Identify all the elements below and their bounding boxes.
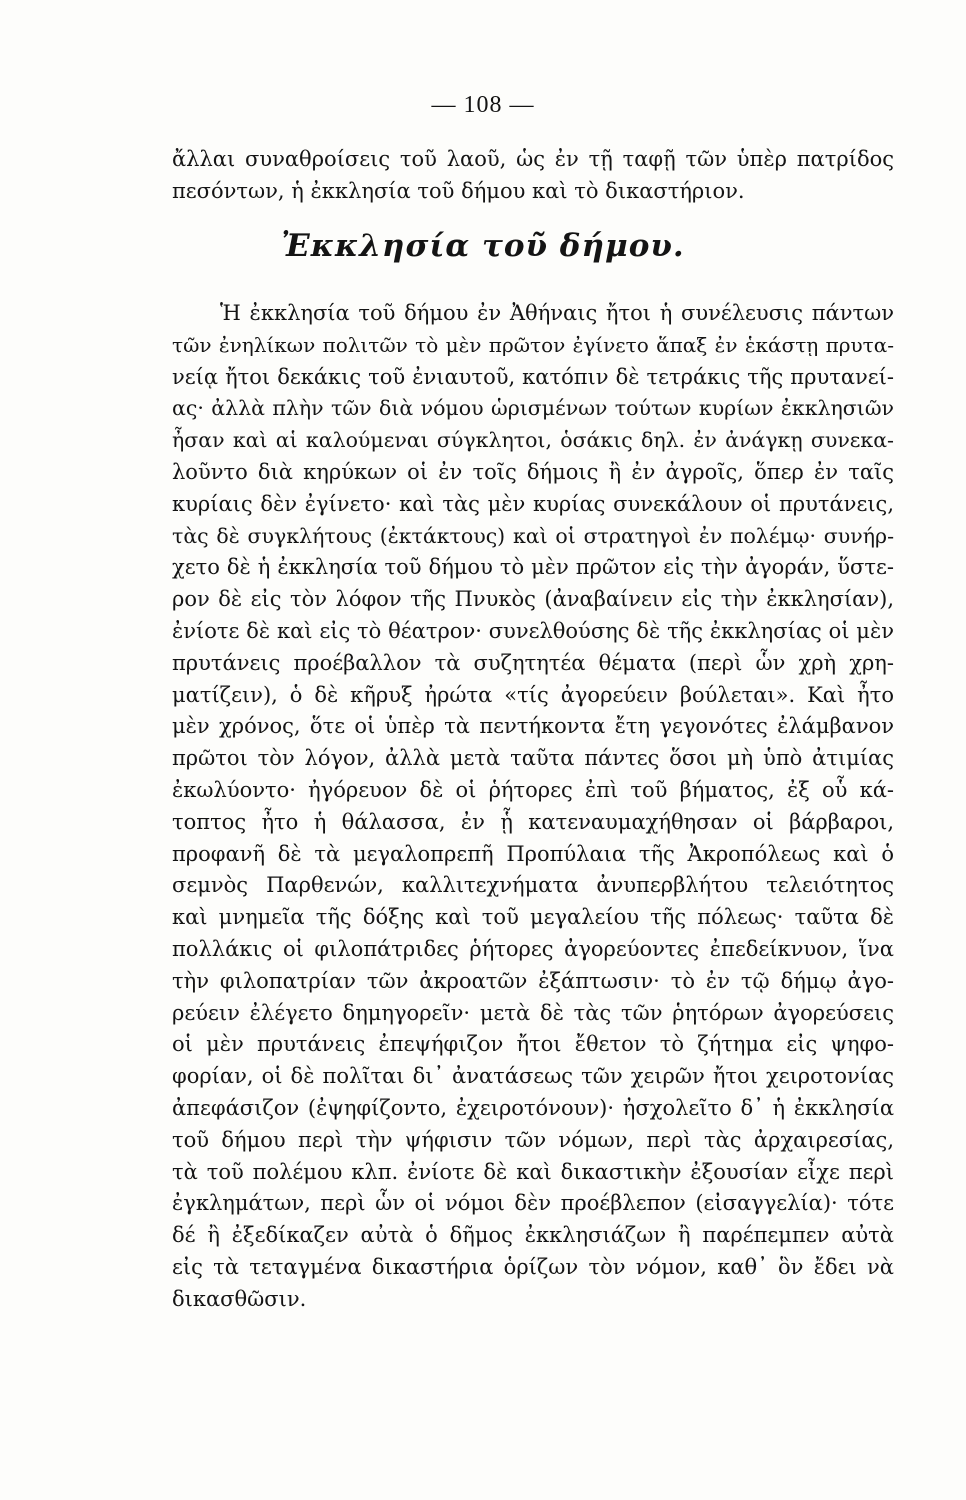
text-line: εἰς τὰ τεταγμένα δικαστήρια ὁρίζων τὸν νόμον, καθ᾽ ὃν ἔδει νὰ [172,1254,894,1279]
text-line: ἦσαν καὶ αἱ καλούμεναι σύγκλητοι, ὁσάκις δηλ. ἐν ἀνάγκῃ συνεκα- [172,428,894,453]
text-line: δικασθῶσιν. [172,1286,307,1311]
text-line: πολλάκις οἱ φιλοπάτριδες ῥήτορες ἀγορεύοντες ἐπεδείκνυον, ἵνα [172,936,894,961]
text-line: τοῦ δήμου περὶ τὴν ψήφισιν τῶν νόμων, περὶ τὰς ἀρχαιρεσίας, [172,1127,894,1152]
text-line: τὴν φιλοπατρίαν τῶν ἀκροατῶν ἐξάπτωσιν· τὸ ἐν τῷ δήμῳ ἀγο- [172,968,894,993]
text-line: ἐκωλύοντο· ἠγόρευον δὲ οἱ ῥήτορες ἐπὶ τοῦ βήματος, ἐξ οὗ κά- [172,777,894,802]
text-line: προφανῆ δὲ τὰ μεγαλοπρεπῆ Προπύλαια τῆς Ἀκροπόλεως καὶ ὁ [172,841,894,866]
text-line: οἱ μὲν πρυτάνεις ἐπεψήφιζον ἤτοι ἔθετον τὸ ζήτημα εἰς ψηφο- [172,1032,894,1057]
text-line: κυρίαις δὲν ἐγίνετο· καὶ τὰς μὲν κυρίας συνεκάλουν οἱ πρυτάνεις, [172,491,894,516]
section-body [172,298,894,1316]
text-line: πρῶτοι τὸν λόγον, ἀλλὰ μετὰ ταῦτα πάντες ὅσοι μὴ ὑπὸ ἀτιμίας [172,746,894,771]
text-line: ματίζειν), ὁ δὲ κῆρυξ ἠρώτα «τίς ἀγορεύειν βούλεται». Καὶ ἦτο [172,682,894,707]
text-line: μὲν χρόνος, ὅτε οἱ ὑπὲρ τὰ πεντήκοντα ἔτη γεγονότες ἐλάμβανον [172,714,894,739]
text-line: ἀπεφάσιζον (ἐψηφίζοντο, ἐχειροτόνουν)· ἠσχολεῖτο δ᾽ ἡ ἐκκλησία [172,1095,894,1120]
text-line: ἄλλαι συναθροίσεις τοῦ λαοῦ, ὡς ἐν τῇ ταφῇ τῶν ὑπὲρ πατρίδος [172,147,894,171]
text-line: καὶ μνημεῖα τῆς δόξης καὶ τοῦ μεγαλείου τῆς πόλεως· ταῦτα δὲ [172,905,894,930]
text-line: ρον δὲ εἰς τὸν λόφον τῆς Πνυκὸς (ἀναβαίνειν εἰς τὴν ἐκκλησίαν), [172,587,894,612]
intro-paragraph [172,144,894,208]
text-line: δέ ἢ ἐξεδίκαζεν αὐτὰ ὁ δῆμος ἐκκλησιάζων ἢ παρέπεμπεν αὐτὰ [172,1223,894,1248]
text-line: τῶν ἐνηλίκων πολιτῶν τὸ μὲν πρῶτον ἐγίνετο ἅπαξ ἐν ἑκάστῃ πρυτα- [172,332,894,357]
section-heading: Ἐκκλησία τοῦ δήμου. [281,228,685,264]
text-line: τοπτος ἦτο ἡ θάλασσα, ἐν ᾗ κατεναυμαχήθησαν οἱ βάρβαροι, [172,809,894,834]
text-line: φορίαν, οἱ δὲ πολῖται δι᾽ ἀνατάσεως τῶν χειρῶν ἤτοι χειροτονίας [172,1064,894,1089]
text-line: τὰ τοῦ πολέμου κλπ. ἐνίοτε δὲ καὶ δικαστικὴν ἐξουσίαν εἶχε περὶ [172,1159,894,1184]
text-line: νείᾳ ἤτοι δεκάκις τοῦ ἐνιαυτοῦ, κατόπιν δὲ τετράκις τῆς πρυτανεί- [172,364,894,389]
text-line: ας· ἀλλὰ πλὴν τῶν διὰ νόμου ὡρισμένων τούτων κυρίων ἐκκλησιῶν [172,396,894,421]
text-line: ρεύειν ἐλέγετο δημηγορεῖν· μετὰ δὲ τὰς τῶν ῥητόρων ἀγορεύσεις [172,1000,894,1025]
text-line: ἐνίοτε δὲ καὶ εἰς τὸ θέατρον· συνελθούσης δὲ τῆς ἐκκλησίας οἱ μὲν [172,618,894,643]
text-line: πρυτάνεις προέβαλλον τὰ συζητητέα θέματα (περὶ ὧν χρὴ χρη- [172,650,894,675]
text-line: σεμνὸς Παρθενών, καλλιτεχνήματα ἀνυπερβλήτου τελειότητος [172,873,894,898]
text-line: Ἡ ἐκκλησία τοῦ δήμου ἐν Ἀθήναις ἤτοι ἡ συνέλευσις πάντων [220,301,894,325]
text-line: λοῦντο διὰ κηρύκων οἱ ἐν τοῖς δήμοις ἢ ἐν ἀγροῖς, ὅπερ ἐν ταῖς [172,459,894,484]
text-line: πεσόντων, ἡ ἐκκλησία τοῦ δήμου καὶ τὸ δικαστήριον. [172,178,745,203]
text-line: τὰς δὲ συγκλήτους (ἐκτάκτους) καὶ οἱ στρατηγοὶ ἐν πολέμῳ· συνήρ- [172,523,894,548]
page-number: — 108 — [431,92,535,118]
text-line: χετο δὲ ἡ ἐκκλησία τοῦ δήμου τὸ μὲν πρῶτον εἰς τὴν ἀγοράν, ὕστε- [172,555,894,580]
text-line: ἐγκλημάτων, περὶ ὧν οἱ νόμοι δὲν προέβλεπον (εἰσαγγελία)· τότε [172,1191,894,1216]
